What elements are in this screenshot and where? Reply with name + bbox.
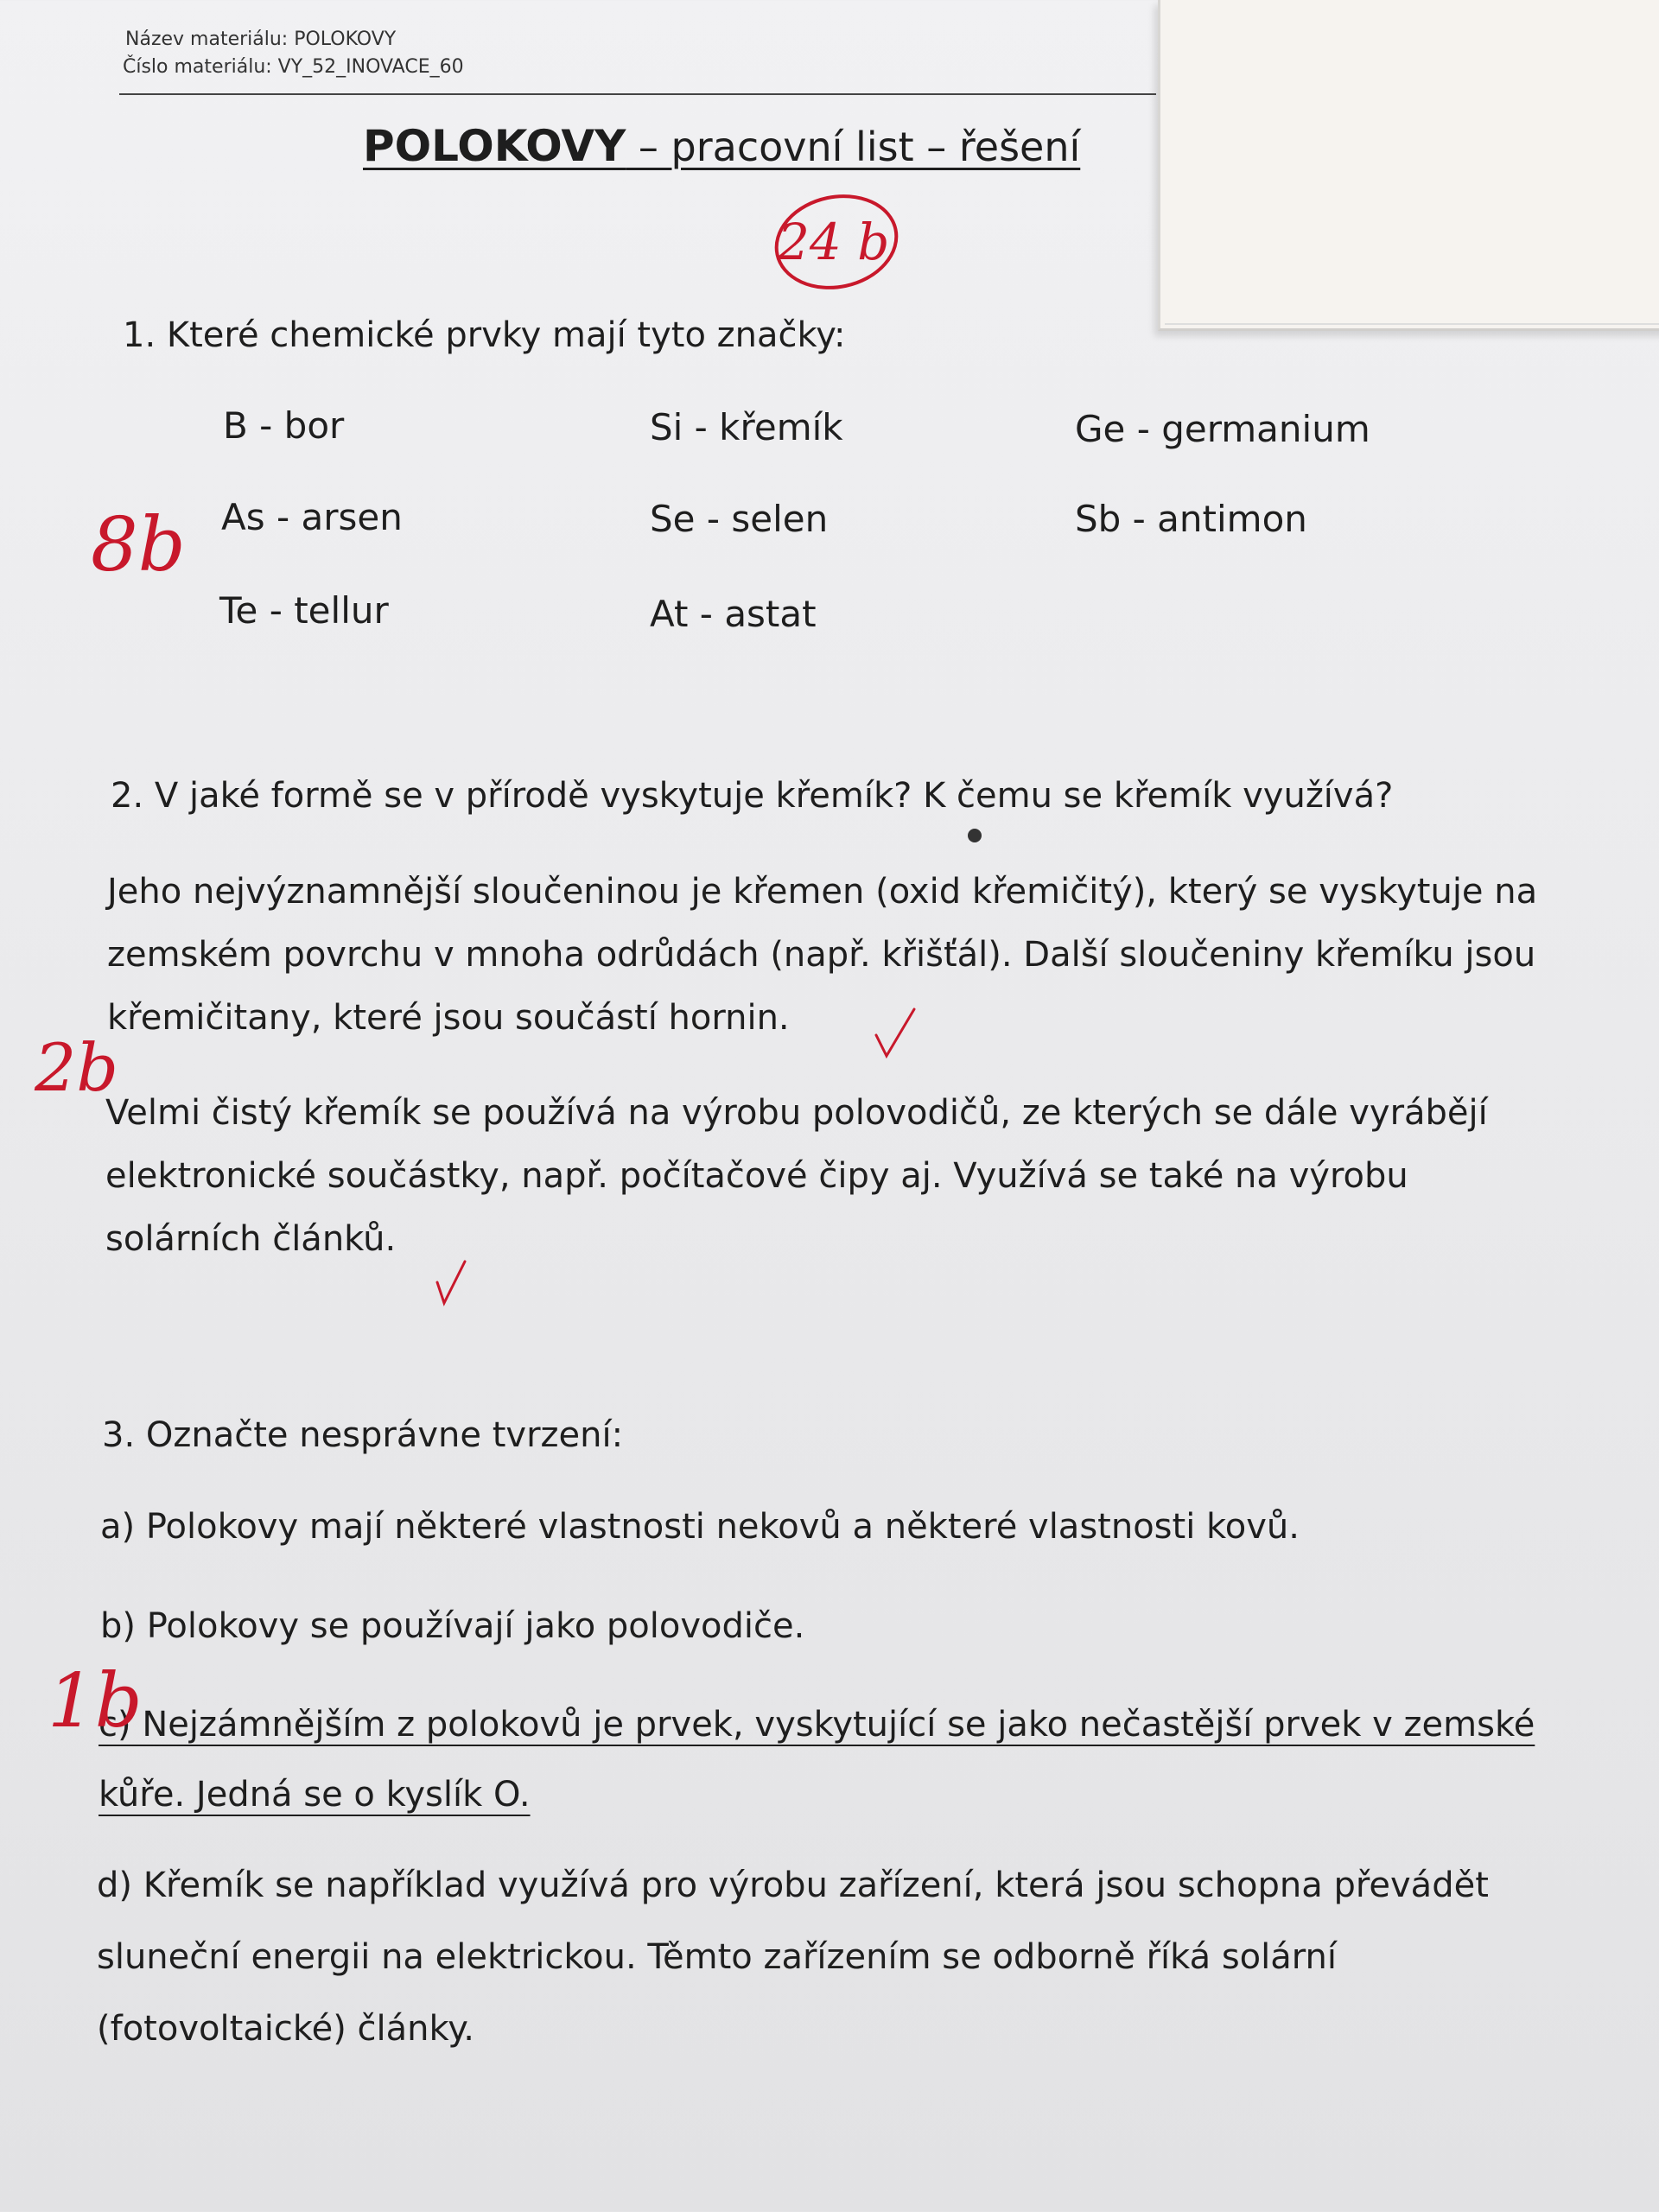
q3-score: 1b — [48, 1658, 143, 1745]
q3-option-b: b) Polokovy se používají jako polovodiče. — [100, 1606, 805, 1646]
material-number: Číslo materiálu: VY_52_INOVACE_60 — [123, 56, 464, 78]
check-icon — [437, 1262, 465, 1303]
q3-option-d-line: sluneční energii na elektrickou. Těmto zařízením se odborně říká solární — [97, 1937, 1337, 1977]
q2-answer-line: elektronické součástky, např. počítačové čipy aj. Využívá se také na výrobu — [105, 1156, 1408, 1196]
title-sub: – pracovní list – řešení — [626, 124, 1081, 170]
element-item: Ge - germanium — [1075, 408, 1370, 450]
q3-option-a: a) Polokovy mají některé vlastnosti nekovů a některé vlastnosti kovů. — [100, 1507, 1300, 1547]
check-icon — [876, 1009, 914, 1056]
q1-question: 1. Které chemické prvky mají tyto značky: — [123, 315, 846, 355]
q3-option-d-line: d) Křemík se například využívá pro výrobu zařízení, která jsou schopna převádět — [97, 1866, 1489, 1905]
element-item: B - bor — [223, 404, 345, 447]
q3-option-c-line: c) Nejzámnějším z polokovů je prvek, vyskytující se jako nečastější prvek v zemské — [99, 1705, 1535, 1745]
title-main: POLOKOVY — [363, 121, 626, 171]
q2-answer-line: Jeho nejvýznamnější sloučeninou je křemen (oxid křemičitý), který se vyskytuje na — [107, 872, 1538, 912]
q2-answer-line: zemském povrchu v mnoha odrůdách (např. křišťál). Další sloučeniny křemíku jsou — [107, 935, 1536, 975]
element-item: Te - tellur — [219, 589, 389, 632]
material-name: Název materiálu: POLOKOVY — [125, 29, 397, 50]
q2-question: 2. V jaké formě se v přírodě vyskytuje křemík? K čemu se křemík využívá? — [111, 776, 1394, 816]
q3-option-d-line: (fotovoltaické) články. — [97, 2009, 474, 2049]
element-item: Si - křemík — [650, 406, 843, 448]
element-item: At - astat — [650, 593, 817, 635]
q3-option-c-line: kůře. Jedná se o kyslík O. — [99, 1775, 531, 1815]
q3-question: 3. Označte nesprávne tvrzení: — [102, 1415, 624, 1455]
element-item: Sb - antimon — [1075, 498, 1307, 540]
element-item: As - arsen — [221, 496, 403, 538]
q2-score: 2b — [35, 1029, 119, 1106]
q2-answer-line: Velmi čistý křemík se používá na výrobu polovodičů, ze kterých se dále vyrábějí — [105, 1093, 1488, 1133]
q2-answer-line: křemičitany, které jsou součástí hornin. — [107, 998, 790, 1038]
total-score: 24 b — [778, 213, 890, 271]
q2-answer-line: solárních článků. — [105, 1219, 397, 1259]
ink-blot — [968, 829, 982, 842]
element-item: Se - selen — [650, 498, 829, 540]
q1-score: 8b — [91, 502, 186, 588]
